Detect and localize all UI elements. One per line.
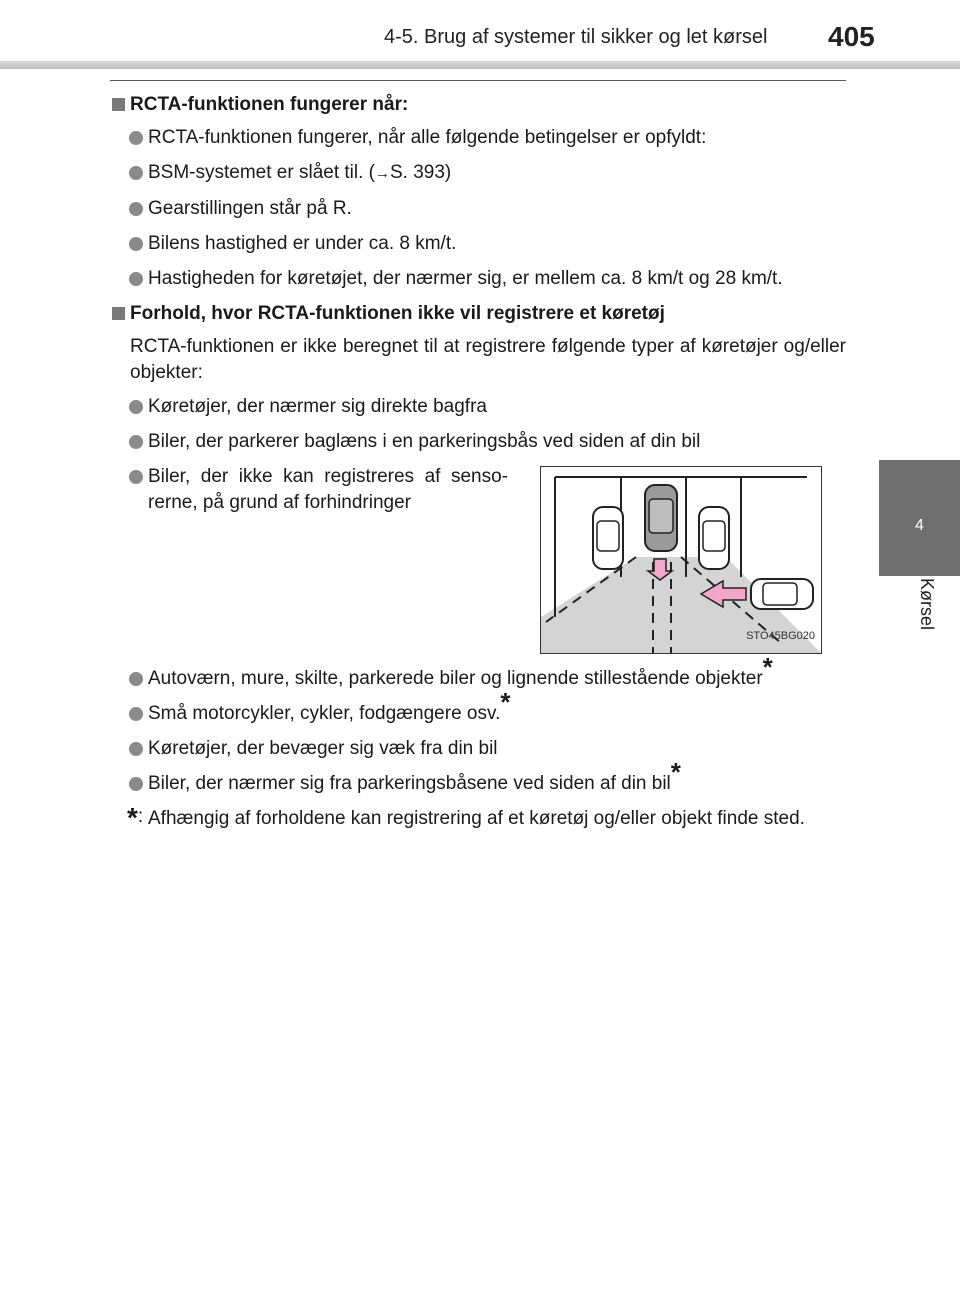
square-bullet-icon — [112, 307, 125, 320]
footnote: *: Afhængig af forholdene kan registrering af et køretøj og/eller objekt finde sted. — [127, 802, 805, 833]
header-title: 4-5. Brug af systemer til sikker og let kørsel — [384, 26, 768, 48]
page-content — [110, 92, 846, 832]
list-item: Autoværn, mure, skilte, parkerede biler og lignende stillestående objekter* — [110, 666, 846, 692]
chapter-tab-label: Kørsel — [917, 578, 937, 631]
list-item: Små motorcykler, cykler, fodgængere osv.* — [110, 701, 846, 727]
bullet-dot-icon — [129, 166, 143, 180]
list-item: RCTA-funktionen fungerer, når alle følgende betingelser er opfyldt: — [110, 125, 846, 151]
list-item: BSM-systemet er slået til. (→S. 393) — [110, 160, 846, 187]
page-number: 405 — [828, 21, 875, 52]
figure-row — [110, 464, 846, 654]
list-item: Biler, der parkerer baglæns i en parkeringsbås ved siden af din bil — [110, 429, 846, 455]
footnote-star-icon: * — [762, 652, 773, 682]
header-band — [0, 61, 960, 69]
list-item: Bilens hastighed er under ca. 8 km/t. — [110, 231, 846, 257]
figure-caption: STO45BG020 — [746, 630, 815, 642]
list-item: Biler, der nærmer sig fra parkeringsbåsene ved siden af din bil* — [110, 771, 846, 797]
list-item: Biler, der ikke kan registreres af senso-rerne, på grund af forhindringer — [110, 464, 508, 516]
bullet-dot-icon — [129, 672, 143, 686]
section-heading-rcta-works: RCTA-funktionen fungerer når: — [110, 92, 846, 118]
list-item: Hastigheden for køretøjet, der nærmer sig, er mellem ca. 8 km/t og 28 km/t. — [110, 266, 846, 292]
bullet-dot-icon — [129, 707, 143, 721]
list-item: Køretøjer, der bevæger sig væk fra din bil — [110, 736, 846, 762]
header-rule — [110, 80, 846, 81]
arrow-right-icon: → — [375, 165, 390, 182]
section-intro: RCTA-funktionen er ikke beregnet til at registrere følgende typer af køretøjer og/eller objekter: — [130, 336, 846, 383]
list-item: Gearstillingen står på R. — [110, 196, 846, 222]
footnote-marker: *: — [127, 802, 144, 833]
bullet-dot-icon — [129, 237, 143, 251]
bullet-dot-icon — [129, 435, 143, 449]
chapter-tab-number: 4 — [915, 517, 924, 534]
bullet-dot-icon — [129, 400, 143, 414]
bullet-dot-icon — [129, 470, 143, 484]
bullet-dot-icon — [129, 742, 143, 756]
list-item: Køretøjer, der nærmer sig direkte bagfra — [110, 394, 846, 420]
square-bullet-icon — [112, 98, 125, 111]
bullet-dot-icon — [129, 272, 143, 286]
parking-illustration — [540, 466, 822, 654]
bullet-dot-icon — [129, 777, 143, 791]
page-reference-link[interactable]: S. 393) — [390, 162, 452, 183]
footnote-star-icon: * — [670, 757, 681, 787]
section-heading-rcta-limits: Forhold, hvor RCTA-funktionen ikke vil registrere et køretøj — [110, 301, 846, 327]
bullet-dot-icon — [129, 202, 143, 216]
footnote-star-icon: * — [500, 687, 511, 717]
bullet-dot-icon — [129, 131, 143, 145]
